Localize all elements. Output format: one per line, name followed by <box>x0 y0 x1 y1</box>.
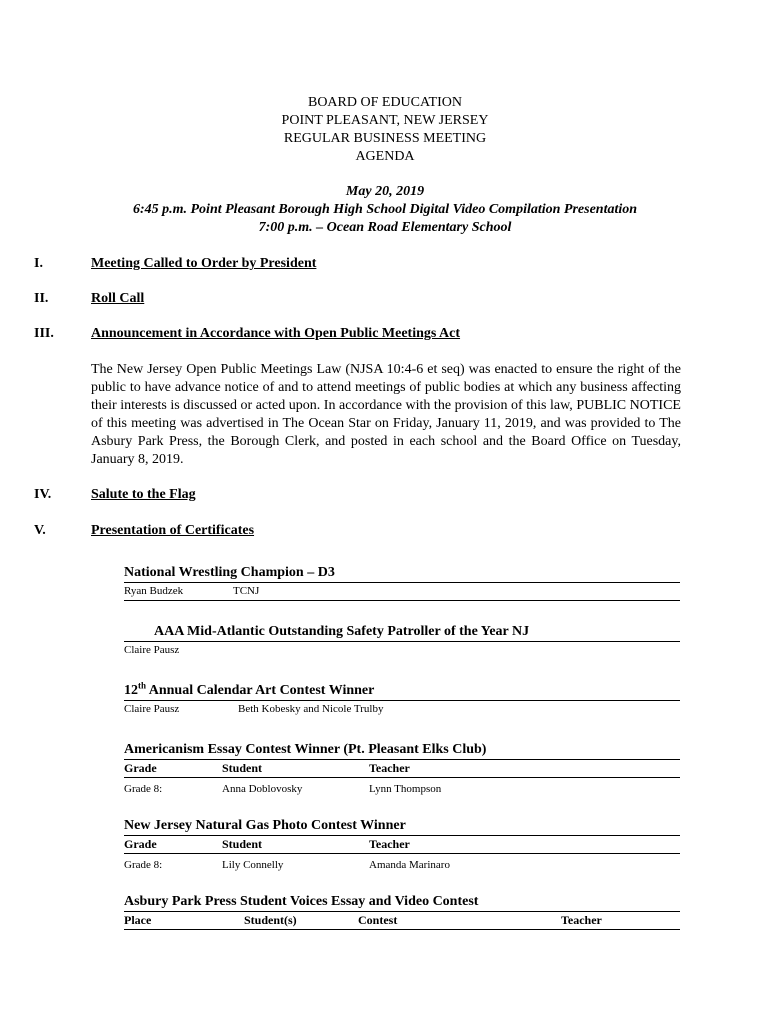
header-cell: Student <box>222 761 263 775</box>
table-cell: Grade 8: <box>124 783 163 795</box>
table-row <box>124 642 680 659</box>
table-header <box>124 760 680 778</box>
header-line: POINT PLEASANT, NEW JERSEY <box>281 113 489 128</box>
table-cell: Lily Connelly <box>222 859 284 871</box>
presentation-time: 6:45 p.m. Point Pleasant Borough High School Digital Video Compilation Presentation <box>132 202 638 217</box>
table-header <box>124 836 680 854</box>
section-number: III. <box>34 326 54 341</box>
section-number: I. <box>34 256 43 271</box>
section-title: Meeting Called to Order by President <box>91 256 317 271</box>
header-line: AGENDA <box>355 149 415 164</box>
section-number: IV. <box>34 487 52 502</box>
document-header <box>0 94 770 166</box>
header-cell: Teacher <box>369 761 410 775</box>
header-cell: Student(s) <box>244 913 297 927</box>
section-title: Presentation of Certificates <box>91 523 255 538</box>
header-cell: Teacher <box>369 837 410 851</box>
table-cell: Grade 8: <box>124 859 163 871</box>
meeting-location: 7:00 p.m. – Ocean Road Elementary School <box>258 220 512 235</box>
announcement-paragraph: The New Jersey Open Public Meetings Law (NJSA 10:4-6 et seq) was enacted to ensure the right of the public to have advance notice of and to attend meetings of public bodies at which any business affecting their interests is discussed or acted upon. In accordance with the provision of this law, PUBLIC NOTICE of this meeting was advertised in The Ocean Star on Friday, January 11, 2019, and was provided to The Asbury Park Press, the Borough Clerk, and posted in each school and the Board Office on Tuesday, January 8, 2019. <box>91 362 681 467</box>
student-name: Ryan Budzek <box>124 585 184 597</box>
teacher-names: Beth Kobesky and Nicole Trulby <box>238 703 384 715</box>
table-cell: Amanda Marinaro <box>369 859 450 871</box>
certificate-photo-contest <box>124 817 680 874</box>
header-line: BOARD OF EDUCATION <box>307 95 462 110</box>
title-ordinal: 12 <box>124 683 138 698</box>
section-number: II. <box>34 291 49 306</box>
table-row <box>124 583 680 601</box>
certificate-title: National Wrestling Champion – D3 <box>124 564 680 583</box>
table-cell: Anna Doblovosky <box>222 783 303 795</box>
table-row <box>124 701 680 718</box>
table-row <box>124 857 680 874</box>
certificate-title: Asbury Park Press Student Voices Essay and Video Contest <box>124 893 680 912</box>
college-name: TCNJ <box>233 585 260 597</box>
section-title: Roll Call <box>91 291 145 306</box>
certificate-title <box>124 682 680 701</box>
header-cell: Student <box>222 837 263 851</box>
table-row <box>124 781 680 798</box>
header-cell: Grade <box>124 837 157 851</box>
header-cell: Teacher <box>561 913 602 927</box>
student-name: Claire Pausz <box>124 644 180 656</box>
certificate-safety-patroller <box>124 623 680 659</box>
header-line: REGULAR BUSINESS MEETING <box>283 131 487 146</box>
section-title: Salute to the Flag <box>91 487 196 502</box>
certificate-wrestling <box>124 564 680 601</box>
certificate-americanism-essay <box>124 741 680 798</box>
certificate-student-voices <box>124 893 680 930</box>
certificate-calendar-art <box>124 682 680 718</box>
title-ordinal-suffix: th <box>138 680 147 691</box>
meeting-date: May 20, 2019 <box>345 184 425 199</box>
title-text: Annual Calendar Art Contest Winner <box>146 683 375 698</box>
certificate-title: New Jersey Natural Gas Photo Contest Winner <box>124 817 680 836</box>
certificate-title: AAA Mid-Atlantic Outstanding Safety Patroller of the Year NJ <box>124 623 680 642</box>
meeting-date-block <box>0 183 770 237</box>
table-header <box>124 912 680 930</box>
section-number: V. <box>34 523 46 538</box>
header-cell: Grade <box>124 761 157 775</box>
header-cell: Contest <box>358 913 398 927</box>
header-cell: Place <box>124 913 152 927</box>
certificate-title: Americanism Essay Contest Winner (Pt. Pleasant Elks Club) <box>124 741 680 760</box>
section-title: Announcement in Accordance with Open Public Meetings Act <box>91 326 461 341</box>
student-name: Claire Pausz <box>124 703 180 715</box>
table-cell: Lynn Thompson <box>369 783 442 795</box>
